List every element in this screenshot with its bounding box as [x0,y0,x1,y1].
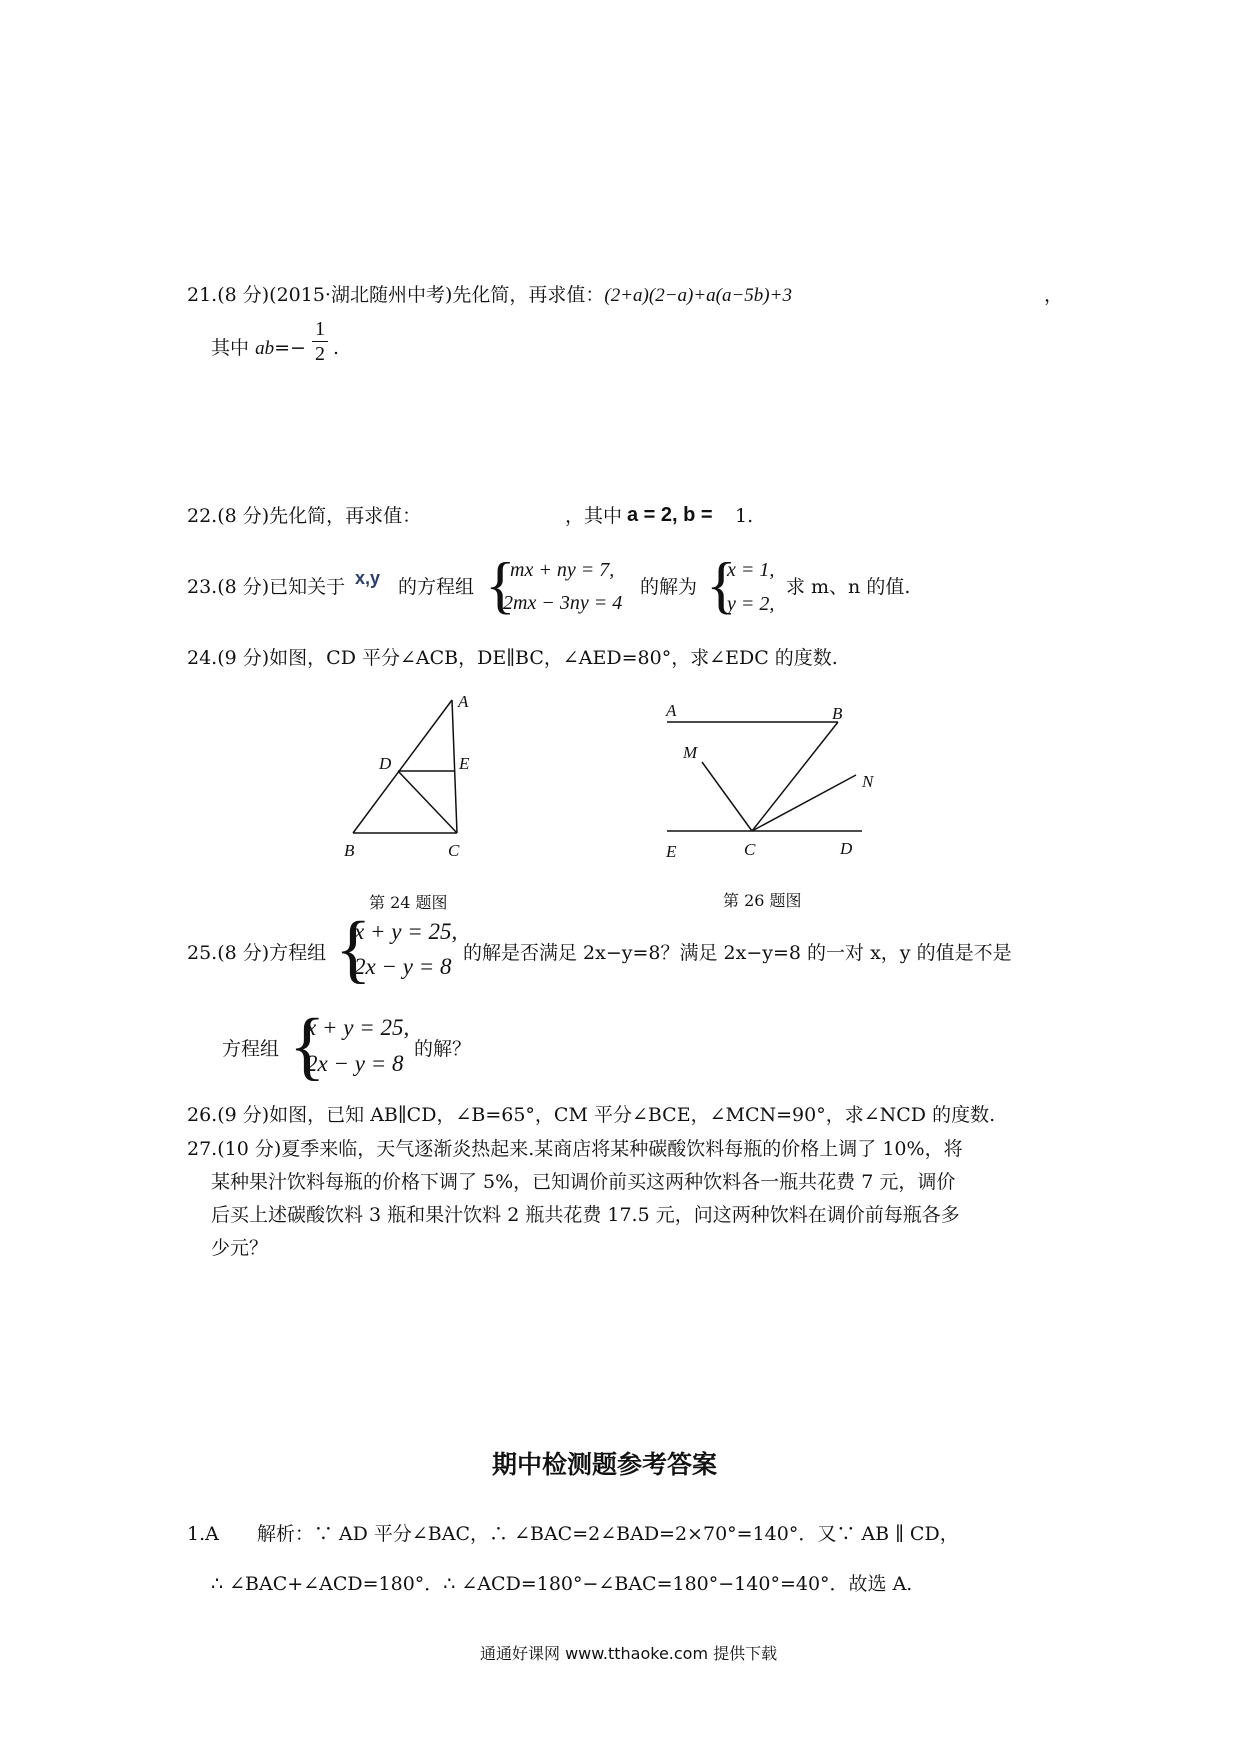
question-22-end: 1. [735,505,754,527]
label-B: B [344,841,355,860]
label-E: E [666,842,677,861]
question-25-eq2: 2x − y = 8 [354,954,452,979]
question-23-end: 求 m、n 的值. [786,576,911,598]
figure-26 [650,690,880,870]
fraction-bar [312,341,328,342]
label-M: M [683,743,698,762]
page-footer: 通通好课网 www.tthaoke.com 提供下载 [480,1644,778,1663]
question-23-brace2: { [706,549,737,620]
question-25-prefix: 25.(8 分)方程组 [187,942,327,964]
label-C: C [448,841,460,860]
answers-title: 期中检测题参考答案 [492,1450,718,1479]
question-26-text: 26.(9 分)如图，已知 AB∥CD，∠B=65°，CM 平分∠BCE，∠MCN=90°，求∠NCD 的度数. [187,1104,996,1126]
answer-1-line1: 1.A 解析：∵ AD 平分∠BAC，∴ ∠BAC=2∠BAD=2×70°=140°．又∵ AB ∥ CD， [187,1523,959,1545]
question-25-rest: 的解是否满足 2x−y=8？满足 2x−y=8 的一对 x，y 的值是不是 [463,942,1012,964]
figure-24-caption: 第 24 题图 [369,893,448,912]
question-27-line2: 某种果汁饮料每瓶的价格下调了 5%，已知调价前买这两种饮料各一瓶共花费 7 元，调价 [211,1171,956,1193]
question-21-fraction [312,318,328,365]
question-22-text: 22.(8 分)先化简，再求值： [187,505,422,527]
question-23-sol1: x = 1, [727,559,775,581]
question-27-line1: 27.(10 分)夏季来临，天气逐渐炎热起来.某商店将某种碳酸饮料每瓶的价格上调了 10%，将 [187,1138,963,1160]
segment-CB [752,722,838,831]
question-22-mid: ，其中 [565,505,623,527]
fraction-numerator: 1 [315,318,325,340]
question-25-eq1-repeat: x + y = 25, [306,1015,410,1040]
question-21-line2-prefix: 其中 [211,337,250,359]
label-N: N [862,772,874,791]
figure-26-caption: 第 26 题图 [723,891,802,910]
question-22-values: a = 2, b = [627,504,713,526]
question-23-sol2: y = 2, [727,593,775,615]
question-25-brace2: { [289,1004,326,1088]
answer-1-line2: ∴ ∠BAC+∠ACD=180°．∴ ∠ACD=180°−∠BAC=180°−140°=40°．故选 A. [211,1573,913,1595]
label-D: D [840,839,853,858]
question-21-prefix: 21.(8 分)(2015·湖北随州中考)先化简，再求值： [187,284,605,306]
question-23-mid2: 的解为 [640,576,698,598]
question-21-expression: (2+a)(2−a)+a(a−5b)+3 [604,285,792,306]
label-B: B [832,704,843,723]
question-25-line2-end: 的解？ [414,1038,472,1060]
fraction-denominator: 2 [315,343,325,365]
label-D: D [379,754,392,773]
question-23-eq1: mx + ny = 7, [510,559,615,581]
figure-24 [330,680,500,880]
question-25-line2-prefix: 方程组 [222,1038,280,1060]
question-23-prefix: 23.(8 分)已知关于 [187,576,346,598]
question-23-vars: x,y [355,568,381,588]
question-27-line4: 少元？ [211,1237,269,1259]
question-21-line1 [187,281,792,310]
question-25-eq2-repeat: 2x − y = 8 [306,1051,404,1076]
question-21-eq: =− [274,337,306,359]
question-23-brace1: { [485,549,516,620]
segment-AC [452,700,457,833]
question-23-eq2: 2mx − 3ny = 4 [503,592,623,614]
label-E: E [459,754,470,773]
segment-CM [702,762,752,831]
question-24-text: 24.(9 分)如图，CD 平分∠ACB，DE∥BC，∠AED=80°，求∠EDC 的度数. [187,647,838,669]
segment-CN [752,775,856,831]
question-21-comma: ， [1044,284,1064,306]
question-23-mid1: 的方程组 [398,576,475,598]
label-A: A [458,692,469,711]
question-21-line2 [211,334,306,363]
label-A: A [666,701,677,720]
question-21-var: ab [255,338,275,359]
question-21-end: . [333,337,340,359]
segment-DC [398,771,457,833]
question-25-eq1: x + y = 25, [354,919,458,944]
question-25-brace1: { [335,907,372,991]
label-C: C [744,840,756,859]
question-27-line3: 后买上述碳酸饮料 3 瓶和果汁饮料 2 瓶共花费 17.5 元，问这两种饮料在调价前每瓶各多 [211,1204,960,1226]
